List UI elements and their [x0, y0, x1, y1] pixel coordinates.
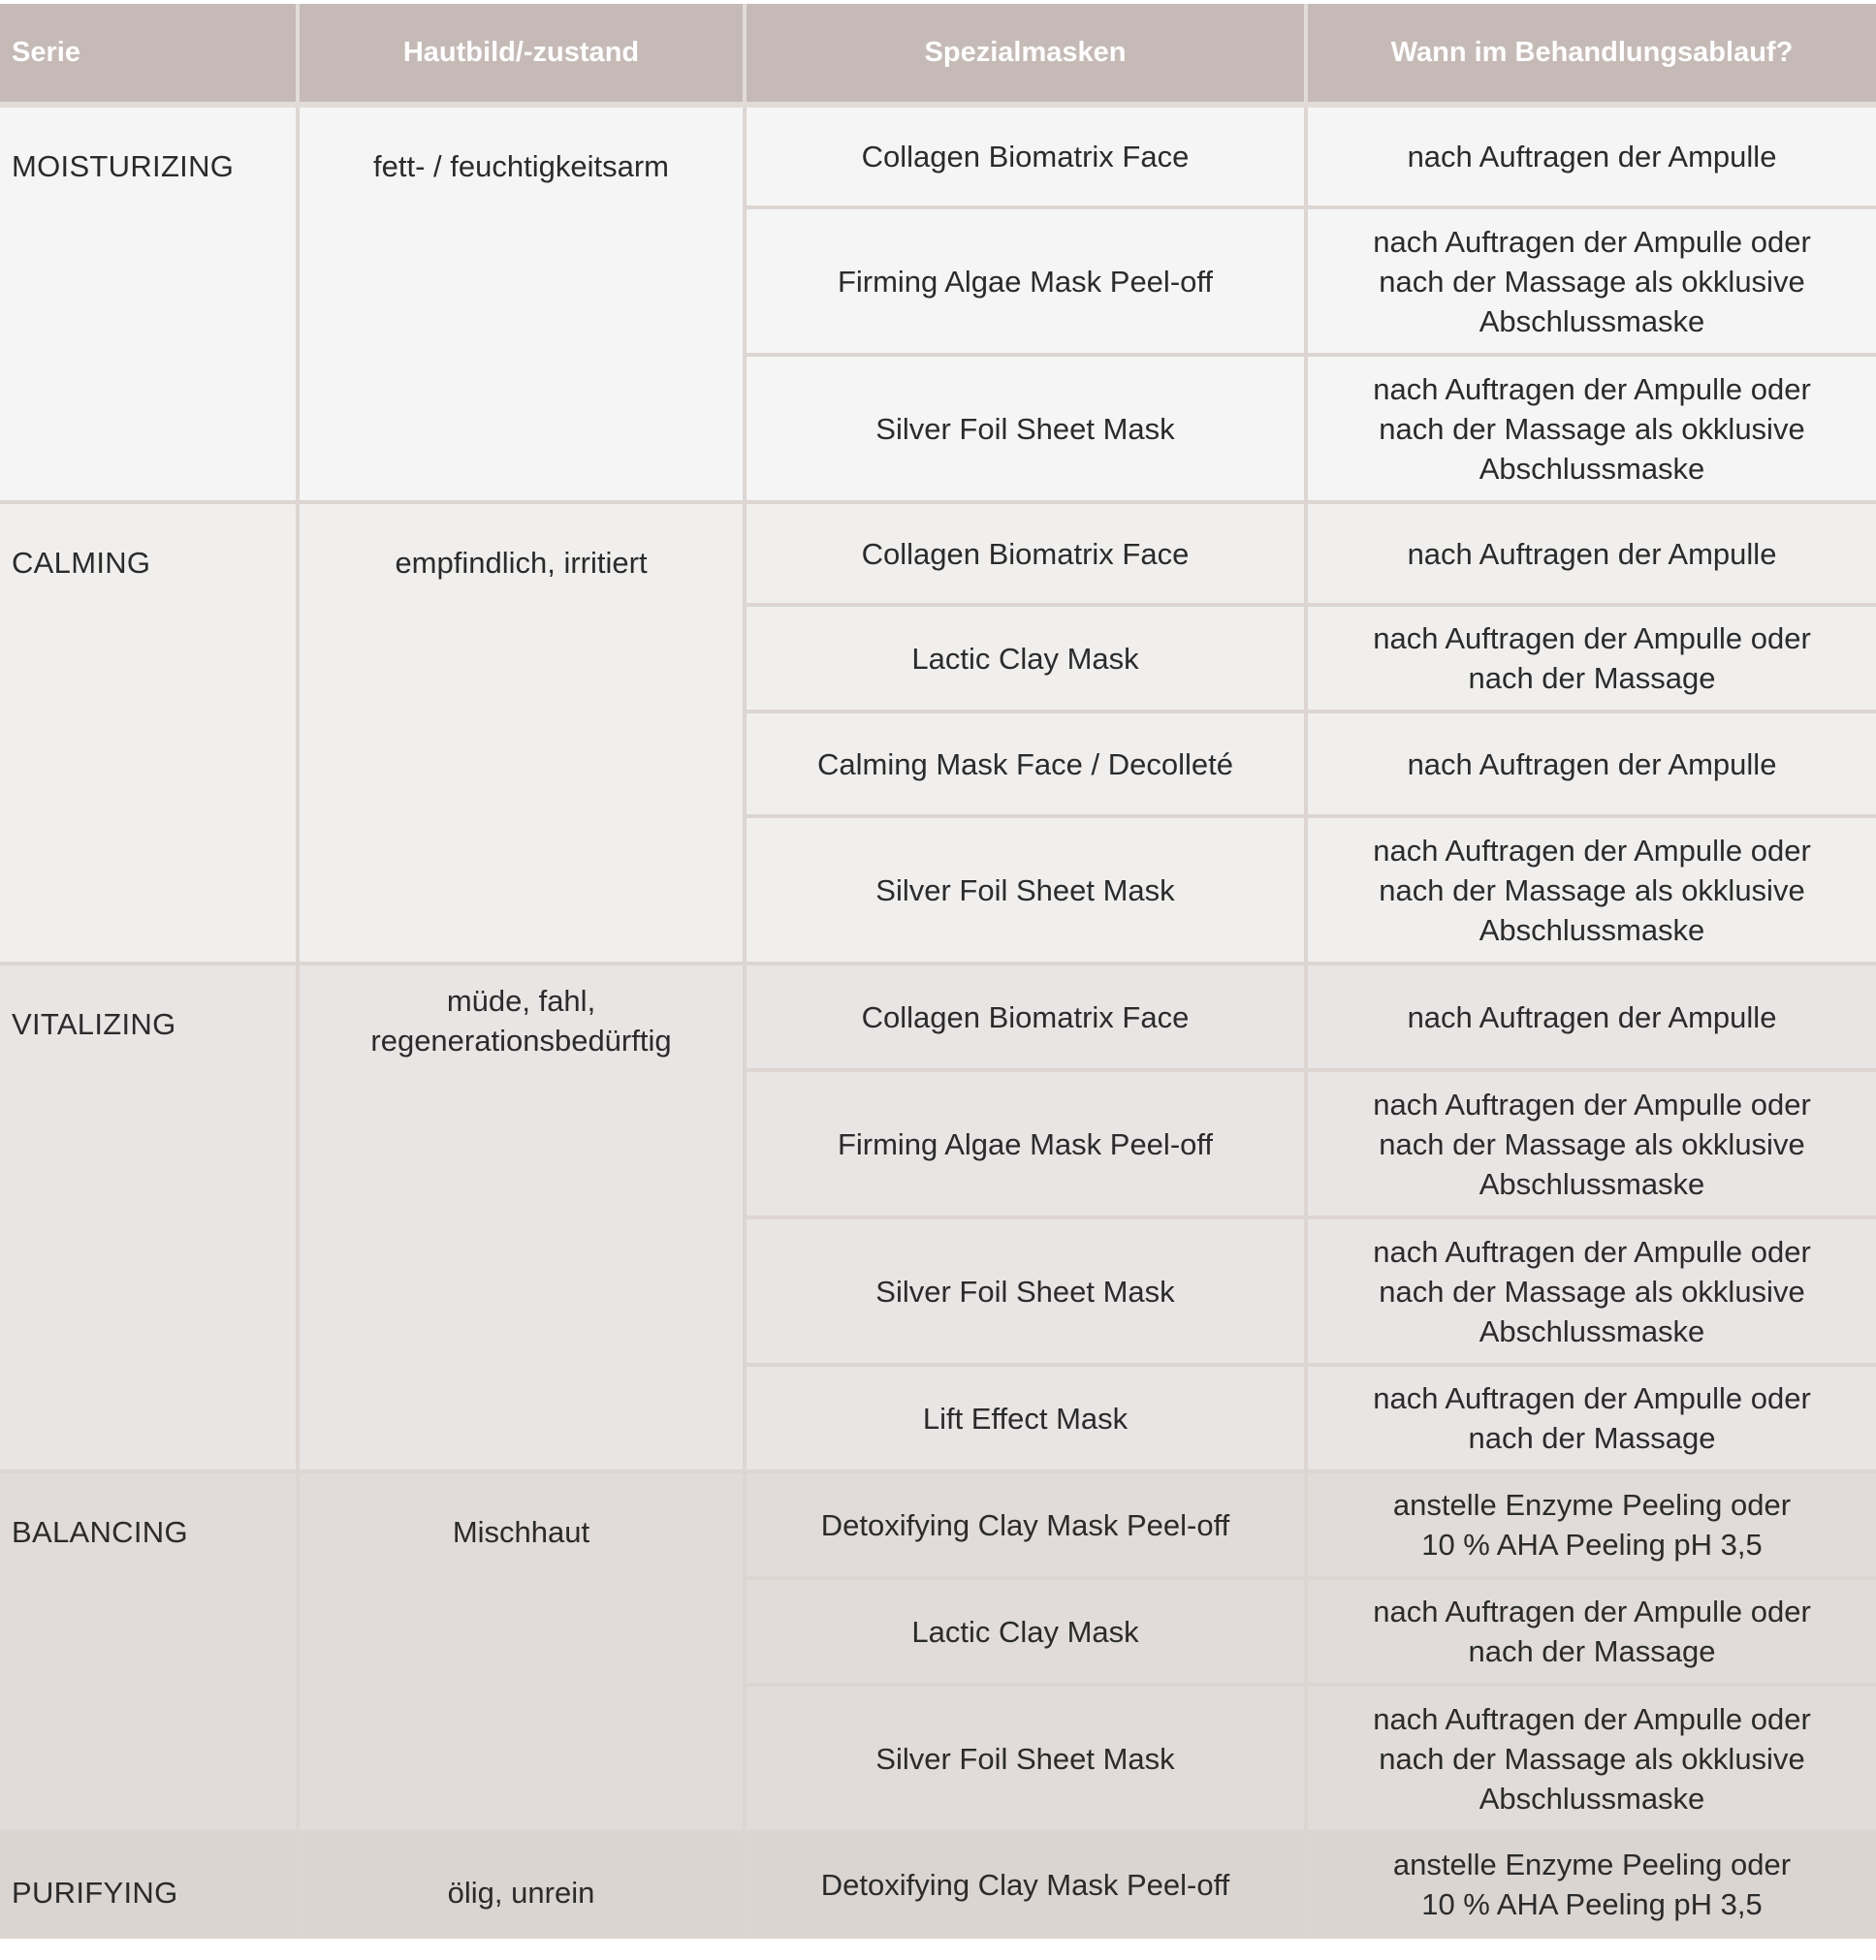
- mask-cell: Firming Algae Mask Peel-off: [745, 207, 1306, 355]
- table-row: [0, 1471, 1876, 1578]
- mask-cell: Collagen Biomatrix Face: [745, 964, 1306, 1070]
- mask-cell: Lactic Clay Mask: [745, 1578, 1306, 1685]
- timing-cell: nach Auftragen der Ampulle: [1306, 502, 1876, 605]
- header-spezialmasken: Spezialmasken: [745, 4, 1306, 105]
- mask-cell: Detoxifying Clay Mask Peel-off: [745, 1471, 1306, 1578]
- serie-cell: CALMING: [0, 502, 298, 964]
- hautbild-cell: ölig, unrein: [298, 1832, 745, 1937]
- header-wann: Wann im Behandlungsablauf?: [1306, 4, 1876, 105]
- mask-cell: Lift Effect Mask: [745, 1365, 1306, 1471]
- mask-cell: Silver Foil Sheet Mask: [745, 1685, 1306, 1832]
- mask-cell: Lactic Clay Mask: [745, 605, 1306, 711]
- timing-cell: nach Auftragen der Ampulle oder nach der Massage als okklusive Abschlussmaske: [1306, 355, 1876, 502]
- timing-cell: nach Auftragen der Ampulle oder nach der Massage als okklusive Abschlussmaske: [1306, 1070, 1876, 1217]
- mask-cell: Silver Foil Sheet Mask: [745, 355, 1306, 502]
- timing-cell: nach Auftragen der Ampulle oder nach der Massage: [1306, 605, 1876, 711]
- table-row: [0, 964, 1876, 1070]
- timing-cell: nach Auftragen der Ampulle oder nach der Massage als okklusive Abschlussmaske: [1306, 207, 1876, 355]
- timing-cell: nach Auftragen der Ampulle: [1306, 105, 1876, 207]
- table-row: [0, 502, 1876, 605]
- serie-cell: MOISTURIZING: [0, 105, 298, 502]
- timing-cell: nach Auftragen der Ampulle oder nach der Massage als okklusive Abschlussmaske: [1306, 816, 1876, 964]
- table-row: [0, 105, 1876, 207]
- mask-treatment-table: [0, 4, 1876, 1939]
- table-header-row: [0, 4, 1876, 105]
- timing-cell: nach Auftragen der Ampulle: [1306, 964, 1876, 1070]
- mask-cell: Collagen Biomatrix Face: [745, 105, 1306, 207]
- mask-cell: Calming Mask Face / Decolleté: [745, 711, 1306, 816]
- timing-cell: anstelle Enzyme Peeling oder 10 % AHA Peeling pH 3,5: [1306, 1832, 1876, 1937]
- timing-cell: nach Auftragen der Ampulle oder nach der Massage als okklusive Abschlussmaske: [1306, 1217, 1876, 1365]
- mask-cell: Detoxifying Clay Mask Peel-off: [745, 1832, 1306, 1937]
- mask-cell: Silver Foil Sheet Mask: [745, 1217, 1306, 1365]
- header-serie: Serie: [0, 4, 298, 105]
- serie-cell: BALANCING: [0, 1471, 298, 1832]
- hautbild-cell: Mischhaut: [298, 1471, 745, 1832]
- mask-cell: Collagen Biomatrix Face: [745, 502, 1306, 605]
- hautbild-cell: müde, fahl, regenerationsbedürftig: [298, 964, 745, 1471]
- table-row: [0, 1832, 1876, 1937]
- header-hautbild: Hautbild/-zustand: [298, 4, 745, 105]
- timing-cell: nach Auftragen der Ampulle oder nach der Massage: [1306, 1365, 1876, 1471]
- mask-cell: Silver Foil Sheet Mask: [745, 816, 1306, 964]
- timing-cell: nach Auftragen der Ampulle oder nach der Massage als okklusive Abschlussmaske: [1306, 1685, 1876, 1832]
- hautbild-cell: empfindlich, irritiert: [298, 502, 745, 964]
- timing-cell: anstelle Enzyme Peeling oder 10 % AHA Peeling pH 3,5: [1306, 1471, 1876, 1578]
- timing-cell: nach Auftragen der Ampulle oder nach der Massage: [1306, 1578, 1876, 1685]
- mask-cell: Firming Algae Mask Peel-off: [745, 1070, 1306, 1217]
- serie-cell: VITALIZING: [0, 964, 298, 1471]
- timing-cell: nach Auftragen der Ampulle: [1306, 711, 1876, 816]
- hautbild-cell: fett- / feuchtigkeitsarm: [298, 105, 745, 502]
- serie-cell: PURIFYING: [0, 1832, 298, 1937]
